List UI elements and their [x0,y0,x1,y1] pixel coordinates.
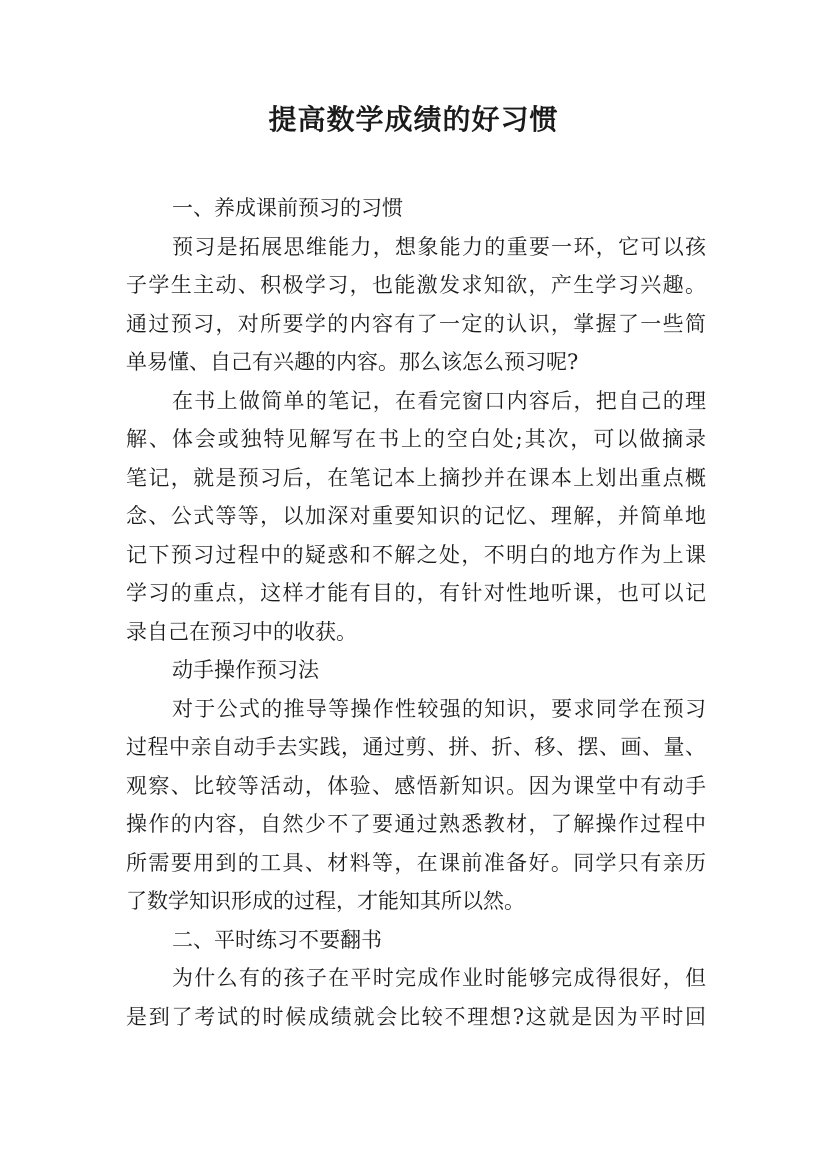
paragraph-line: 记下预习过程中的疑惑和不解之处，不明白的地方作为上课 [126,542,706,567]
paragraph-line: 子学生主动、积极学习，也能激发求知欲，产生学习兴趣。 [126,273,706,297]
paragraph-line: 单易懂、自己有兴趣的内容。那么该怎么预习呢? [126,350,579,374]
paragraph-line: 预习是拓展思维能力，想象能力的重要一环，它可以孩 [172,234,706,259]
paragraph-line: 过程中亲自动手去实践，通过剪、拼、折、移、摆、画、量、 [126,735,706,759]
section-heading-hands-on: 动手操作预习法 [172,658,319,682]
paragraph-line: 解、体会或独特见解写在书上的空白处;其次，可以做摘录 [126,427,706,451]
paragraph-line: 为什么有的孩子在平时完成作业时能够完成得很好，但 [172,966,706,990]
paragraph-line: 在书上做简单的笔记，在看完窗口内容后，把自己的理 [172,388,706,413]
paragraph-line: 通过预习，对所要学的内容有了一定的认识，掌握了一些简 [126,311,706,336]
paragraph-line: 对于公式的推导等操作性较强的知识，要求同学在预习 [172,696,706,721]
document-title: 提高数学成绩的好习惯 [268,103,559,136]
paragraph-line: 念、公式等等，以加深对重要知识的记忆、理解，并简单地 [126,504,706,528]
paragraph-line: 录自己在预习中的收获。 [126,619,357,644]
paragraph-line: 学习的重点，这样才能有目的，有针对性地听课，也可以记 [126,581,706,605]
section-heading-no-book: 二、平时练习不要翻书 [172,927,382,952]
section-heading-preview: 一、养成课前预习的习惯 [172,196,403,220]
paragraph-line: 所需要用到的工具、材料等，在课前准备好。同学只有亲历 [126,850,706,875]
document-body [126,189,706,1036]
paragraph-line: 了数学知识形成的过程，才能知其所以然。 [126,889,525,913]
paragraph-line: 操作的内容，自然少不了要通过熟悉教材，了解操作过程中 [126,812,706,836]
paragraph-line: 是到了考试的时候成绩就会比较不理想?这就是因为平时回 [126,1004,706,1029]
paragraph-line: 观察、比较等活动，体验、感悟新知识。因为课堂中有动手 [126,773,706,798]
paragraph-line: 笔记，就是预习后，在笔记本上摘抄并在课本上划出重点概 [126,465,706,490]
